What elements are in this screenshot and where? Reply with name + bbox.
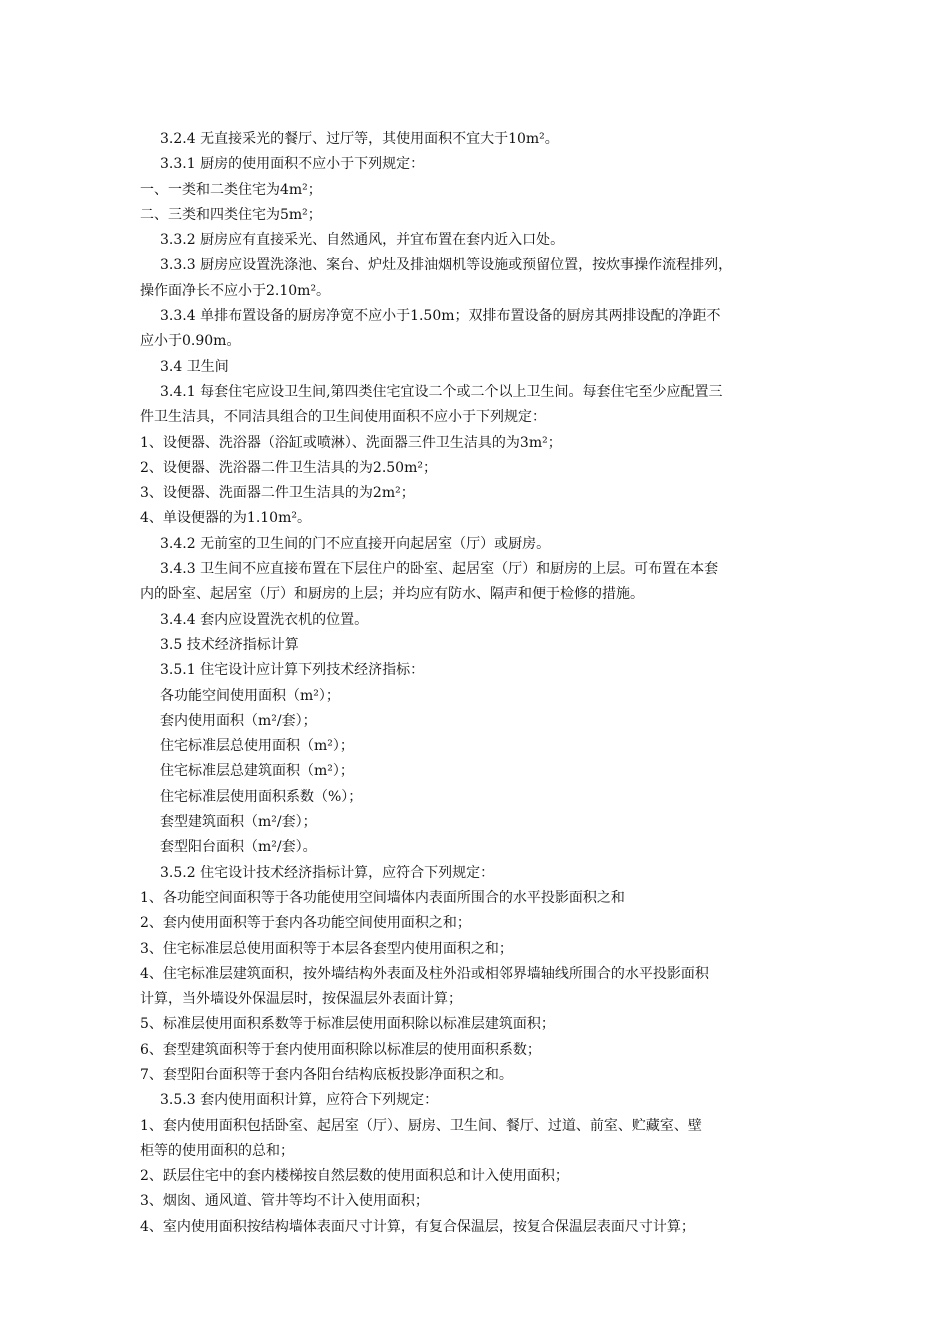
text-line: 6、套型建筑面积等于套内使用面积除以标准层的使用面积系数； — [140, 1041, 541, 1058]
text-line: 2、跃层住宅中的套内楼梯按自然层数的使用面积总和计入使用面积； — [140, 1168, 569, 1185]
text-line: 套内使用面积（m²/套）； — [160, 712, 317, 729]
text-line: 二、三类和四类住宅为5m²； — [140, 206, 322, 223]
text-line: 1、各功能空间面积等于各功能使用空间墙体内表面所围合的水平投影面积之和 — [140, 889, 625, 906]
text-line: 1、设便器、洗浴器（浴缸或喷淋）、洗面器三件卫生洁具的为3m²； — [140, 434, 562, 451]
text-line: 3、设便器、洗面器二件卫生洁具的为2m²； — [140, 485, 415, 502]
text-line: 3.3.3 厨房应设置洗涤池、案台、炉灶及排油烟机等设施或预留位置，按炊事操作流程排列， — [160, 257, 733, 274]
text-line: 3.4.3 卫生间不应直接布置在下层住户的卧室、起居室（厅）和厨房的上层。可布置在本套 — [160, 561, 719, 578]
text-line: 住宅标准层总使用面积（m²）； — [160, 738, 354, 755]
text-line: 3.3.4 单排布置设备的厨房净宽不应小于1.50m；双排布置设备的厨房其两排设配的净距不 — [160, 308, 721, 325]
text-line: 2、套内使用面积等于套内各功能空间使用面积之和； — [140, 915, 471, 932]
text-line: 住宅标准层使用面积系数（%）； — [160, 788, 363, 805]
text-line: 1、套内使用面积包括卧室、起居室（厅）、厨房、卫生间、餐厅、过道、前室、贮藏室、壁 — [140, 1117, 702, 1134]
text-line: 4、单设便器的为1.10m²。 — [140, 510, 311, 527]
text-line: 一、一类和二类住宅为4m²； — [140, 181, 322, 198]
text-line: 各功能空间使用面积（m²）； — [160, 687, 340, 704]
text-line: 2、设便器、洗浴器二件卫生洁具的为2.50m²； — [140, 459, 437, 476]
text-line: 3.5.2 住宅设计技术经济指标计算，应符合下列规定： — [160, 864, 495, 881]
text-line: 3.3.1 厨房的使用面积不应小于下列规定： — [160, 156, 425, 173]
text-line: 4、室内使用面积按结构墙体表面尺寸计算，有复合保温层，按复合保温层表面尺寸计算； — [140, 1218, 695, 1235]
text-line: 件卫生洁具，不同洁具组合的卫生间使用面积不应小于下列规定： — [140, 409, 546, 426]
text-line: 操作面净长不应小于2.10m²。 — [140, 282, 331, 299]
text-line: 计算，当外墙设外保温层时，按保温层外表面计算； — [140, 991, 462, 1008]
text-line: 应小于0.90m。 — [140, 333, 241, 350]
text-line: 3、住宅标准层总使用面积等于本层各套型内使用面积之和； — [140, 940, 513, 957]
text-line: 3.4.2 无前室的卫生间的门不应直接开向起居室（厅）或厨房。 — [160, 535, 551, 552]
text-line: 柜等的使用面积的总和； — [140, 1142, 294, 1159]
text-line: 3.5 技术经济指标计算 — [160, 636, 299, 653]
text-line: 4、住宅标准层建筑面积，按外墙结构外表面及柱外沿或相邻界墙轴线所围合的水平投影面积 — [140, 965, 709, 982]
text-line: 3.5.1 住宅设计应计算下列技术经济指标： — [160, 662, 425, 679]
text-line: 3.4 卫生间 — [160, 358, 229, 375]
text-line: 3.3.2 厨房应有直接采光、自然通风，并宜布置在套内近入口处。 — [160, 232, 565, 249]
text-line: 3、烟囱、通风道、管井等均不计入使用面积； — [140, 1193, 429, 1210]
text-line: 住宅标准层总建筑面积（m²）； — [160, 763, 354, 780]
document-body — [140, 127, 810, 1240]
text-line: 3.5.3 套内使用面积计算，应符合下列规定： — [160, 1092, 439, 1109]
text-line: 3.4.1 每套住宅应设卫生间,第四类住宅宜设二个或二个以上卫生间。每套住宅至少应配置三 — [160, 383, 723, 400]
text-line: 套型阳台面积（m²/套）。 — [160, 839, 317, 856]
text-line: 3.4.4 套内应设置洗衣机的位置。 — [160, 611, 369, 628]
text-line: 套型建筑面积（m²/套）； — [160, 814, 317, 831]
text-line: 3.2.4 无直接采光的餐厅、过厅等，其使用面积不宜大于10m²。 — [160, 131, 559, 147]
text-line: 5、标准层使用面积系数等于标准层使用面积除以标准层建筑面积； — [140, 1016, 555, 1033]
text-line: 7、套型阳台面积等于套内各阳台结构底板投影净面积之和。 — [140, 1066, 513, 1083]
text-line: 内的卧室、起居室（厅）和厨房的上层；并均应有防水、隔声和便于检修的措施。 — [140, 586, 644, 603]
